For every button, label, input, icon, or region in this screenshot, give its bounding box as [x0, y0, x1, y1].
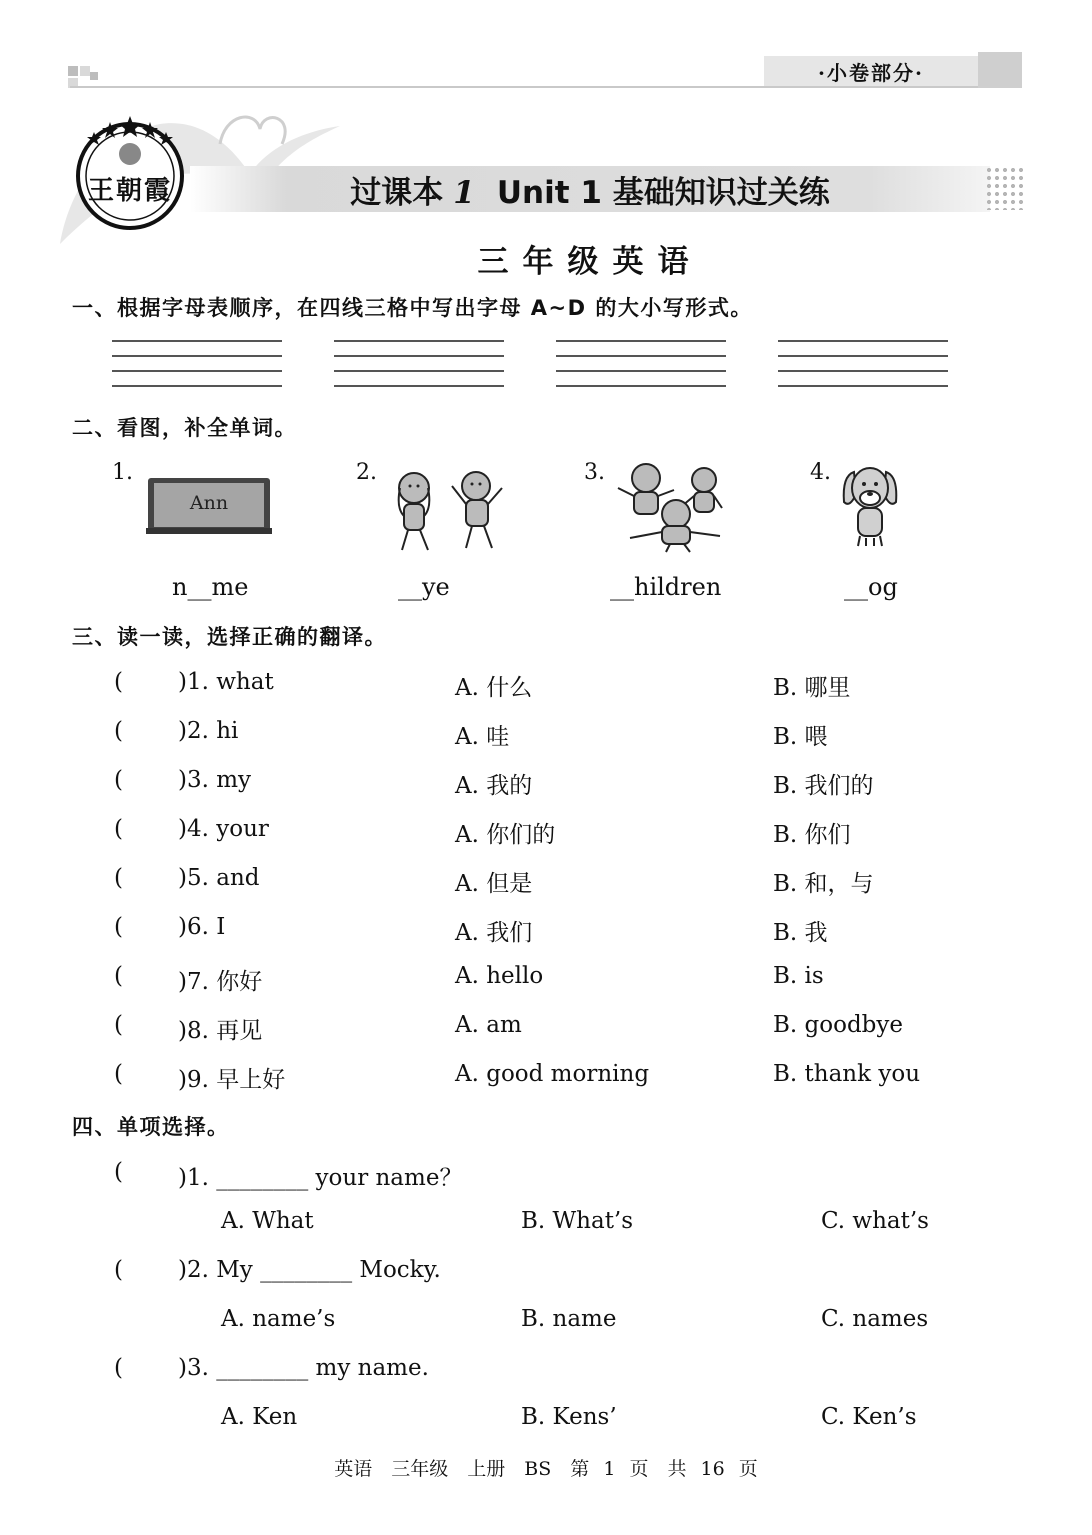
option-b[interactable]: B. name [521, 1306, 617, 1332]
corner-decoration [90, 72, 98, 80]
answer-paren[interactable]: ( [114, 718, 123, 744]
question-text: )3. ________ my name. [178, 1355, 429, 1381]
answer-paren[interactable]: ( [114, 963, 123, 989]
header-rule [70, 86, 1020, 88]
blackboard-text: Ann [189, 492, 229, 514]
title-number: 1 [453, 174, 475, 211]
option-a[interactable]: A. good morning [455, 1061, 650, 1087]
answer-paren[interactable]: ( [114, 1355, 123, 1381]
option-a[interactable]: A. 我们 [455, 920, 533, 946]
option-b[interactable]: B. 你们 [773, 822, 851, 848]
question-text: )5. and [178, 865, 260, 891]
answer-paren[interactable]: ( [114, 1159, 123, 1185]
option-c[interactable]: C. names [821, 1306, 929, 1332]
option-b[interactable]: B. 我 [773, 920, 828, 946]
four-line-grid[interactable] [556, 340, 726, 388]
option-a[interactable]: A. 我的 [455, 773, 533, 799]
publisher-logo [74, 114, 186, 230]
four-line-grid[interactable] [112, 340, 282, 388]
option-a[interactable]: A. hello [455, 963, 544, 989]
option-b[interactable]: B. goodbye [773, 1012, 903, 1038]
question-text: )1. ________ your name？ [178, 1165, 463, 1191]
corner-decoration [80, 66, 90, 76]
four-line-grid[interactable] [778, 340, 948, 388]
logo-text: 王朝霞 [87, 176, 172, 206]
fill-in-word: __hildren [610, 573, 722, 601]
section-tag-end [978, 52, 1022, 88]
option-c[interactable]: C. Ken’s [821, 1404, 917, 1430]
title-part2: Unit 1 基础知识过关练 [496, 174, 830, 211]
option-a[interactable]: A. What [221, 1208, 314, 1234]
answer-paren[interactable]: ( [114, 865, 123, 891]
picture-number: 4. [810, 460, 831, 485]
corner-decoration [68, 66, 78, 76]
picture-number: 2. [356, 460, 377, 485]
question-text: )2. My ________ Mocky. [178, 1257, 441, 1283]
question-text: )6. I [178, 914, 226, 940]
dot-pattern [985, 166, 1025, 210]
fill-in-word: __ye [398, 573, 450, 601]
answer-paren[interactable]: ( [114, 1061, 123, 1087]
question-text: )2. hi [178, 718, 239, 744]
section-tag: ·小卷部分· [764, 56, 978, 86]
question-text: )9. 早上好 [178, 1067, 286, 1093]
option-a[interactable]: A. 但是 [455, 871, 533, 897]
answer-paren[interactable]: ( [114, 669, 123, 695]
picture-number: 3. [584, 460, 605, 485]
picture-number: 1. [112, 460, 133, 485]
option-a[interactable]: A. 哇 [455, 724, 510, 750]
option-b[interactable]: B. is [773, 963, 824, 989]
children-group-icon [610, 460, 726, 554]
option-a[interactable]: A. 什么 [455, 675, 533, 701]
question-text: )3. my [178, 767, 252, 793]
option-b[interactable]: B. 喂 [773, 724, 828, 750]
title-part1: 过课本 [350, 174, 444, 211]
question-text: )8. 再见 [178, 1018, 263, 1044]
question-text: )1. what [178, 669, 274, 695]
option-b[interactable]: B. 我们的 [773, 773, 874, 799]
dog-icon [840, 462, 900, 550]
four-line-grid[interactable] [334, 340, 504, 388]
page-subtitle: 三年级英语 [477, 244, 703, 280]
blackboard-icon [146, 476, 272, 536]
section4-heading: 四、单项选择。 [72, 1115, 230, 1139]
option-a[interactable]: A. am [455, 1012, 522, 1038]
answer-paren[interactable]: ( [114, 816, 123, 842]
question-text: )4. your [178, 816, 269, 842]
option-a[interactable]: A. Ken [221, 1404, 298, 1430]
answer-paren[interactable]: ( [114, 1012, 123, 1038]
section3-heading: 三、读一读，选择正确的翻译。 [72, 625, 387, 649]
fill-in-word: __og [844, 573, 898, 601]
page-title [190, 166, 990, 212]
section2-heading: 二、看图，补全单词。 [72, 416, 297, 440]
option-b[interactable]: B. What’s [521, 1208, 634, 1234]
option-a[interactable]: A. 你们的 [455, 822, 556, 848]
option-c[interactable]: C. what’s [821, 1208, 929, 1234]
fill-in-word: n__me [172, 573, 249, 601]
option-a[interactable]: A. name’s [221, 1306, 336, 1332]
answer-paren[interactable]: ( [114, 914, 123, 940]
option-b[interactable]: B. thank you [773, 1061, 921, 1087]
question-text: )7. 你好 [178, 969, 263, 995]
answer-paren[interactable]: ( [114, 1257, 123, 1283]
option-b[interactable]: B. Kens’ [521, 1404, 617, 1430]
answer-paren[interactable]: ( [114, 767, 123, 793]
option-b[interactable]: B. 和，与 [773, 871, 874, 897]
section1-heading: 一、根据字母表顺序，在四线三格中写出字母 A~D 的大小写形式。 [72, 296, 753, 320]
page-footer: 英语 三年级 上册 BS 第 1 页 共 16 页 [334, 1458, 758, 1480]
two-kids-icon [382, 464, 510, 556]
option-b[interactable]: B. 哪里 [773, 675, 851, 701]
